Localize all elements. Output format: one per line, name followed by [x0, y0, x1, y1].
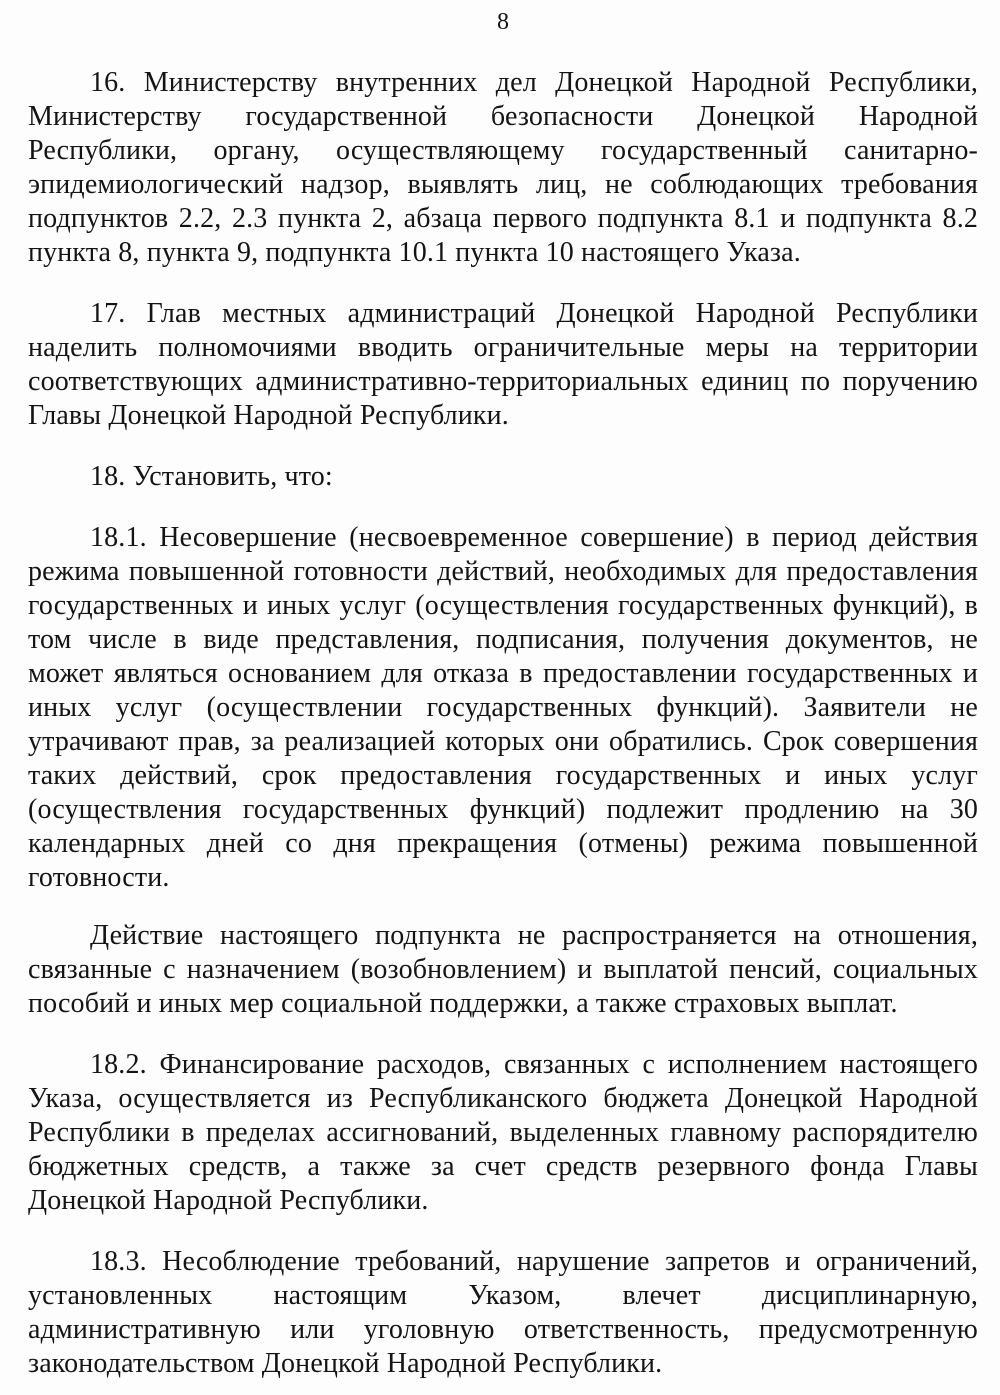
paragraph-16: 16. Министерству внутренних дел Донецкой Народной Республики, Министерству государственной безопасности Донецкой Народной Республики, органу, осуществляющему государственный санитарно-эпидемиологический надзор, выявлять лиц, не соблюдающих требования подпунктов 2.2, 2.3 пункта 2, абзаца первого подпункта 8.1 и подпункта 8.2 пункта 8, пункта 9, подпункта 10.1 пункта 10 настоящего Указа. — [28, 67, 978, 268]
paragraph-17: 17. Глав местных администраций Донецкой Народной Республики наделить полномочиями вводить ограничительные меры на территории соответствующих административно-территориальных единиц по поручению Главы Донецкой Народной Республики. — [28, 298, 978, 431]
paragraph-18-1: 18.1. Несовершение (несвоевременное совершение) в период действия режима повышенной готовности действий, необходимых для предоставления государственных и иных услуг (осуществления государственных функций), в том числе в виде представления, подписания, получения документов, не может являться основанием для отказа в предоставлении государственных и иных услуг (осуществлении государственных функций). Заявители не утрачивают прав, за реализацией которых они обратились. Срок совершения таких действий, срок предоставления государственных и иных услуг (осуществления государственных функций) подлежит продлению на 30 календарных дней со дня прекращения (отмены) режима повышенной готовности. — [28, 522, 978, 893]
paragraph-18-1-note: Действие настоящего подпункта не распространяется на отношения, связанные с назначением (возобновлением) и выплатой пенсий, социальных пособий и иных мер социальной поддержки, а также страховых выплат. — [28, 920, 978, 1019]
paragraph-18-2: 18.2. Финансирование расходов, связанных с исполнением настоящего Указа, осуществляется из Республиканского бюджета Донецкой Народной Республики в пределах ассигнований, выделенных главному распорядителю бюджетных средств, а также за счет средств резервного фонда Главы Донецкой Народной Республики. — [28, 1049, 978, 1216]
paragraph-18: 18. Установить, что: — [90, 461, 333, 492]
paragraph-18-3: 18.3. Несоблюдение требований, нарушение запретов и ограничений, установленных настоящим Указом, влечет дисциплинарную, административную или уголовную ответственность, предусмотренную законодательством Донецкой Народной Республики. — [28, 1246, 978, 1379]
page-number: 8 — [497, 9, 509, 35]
